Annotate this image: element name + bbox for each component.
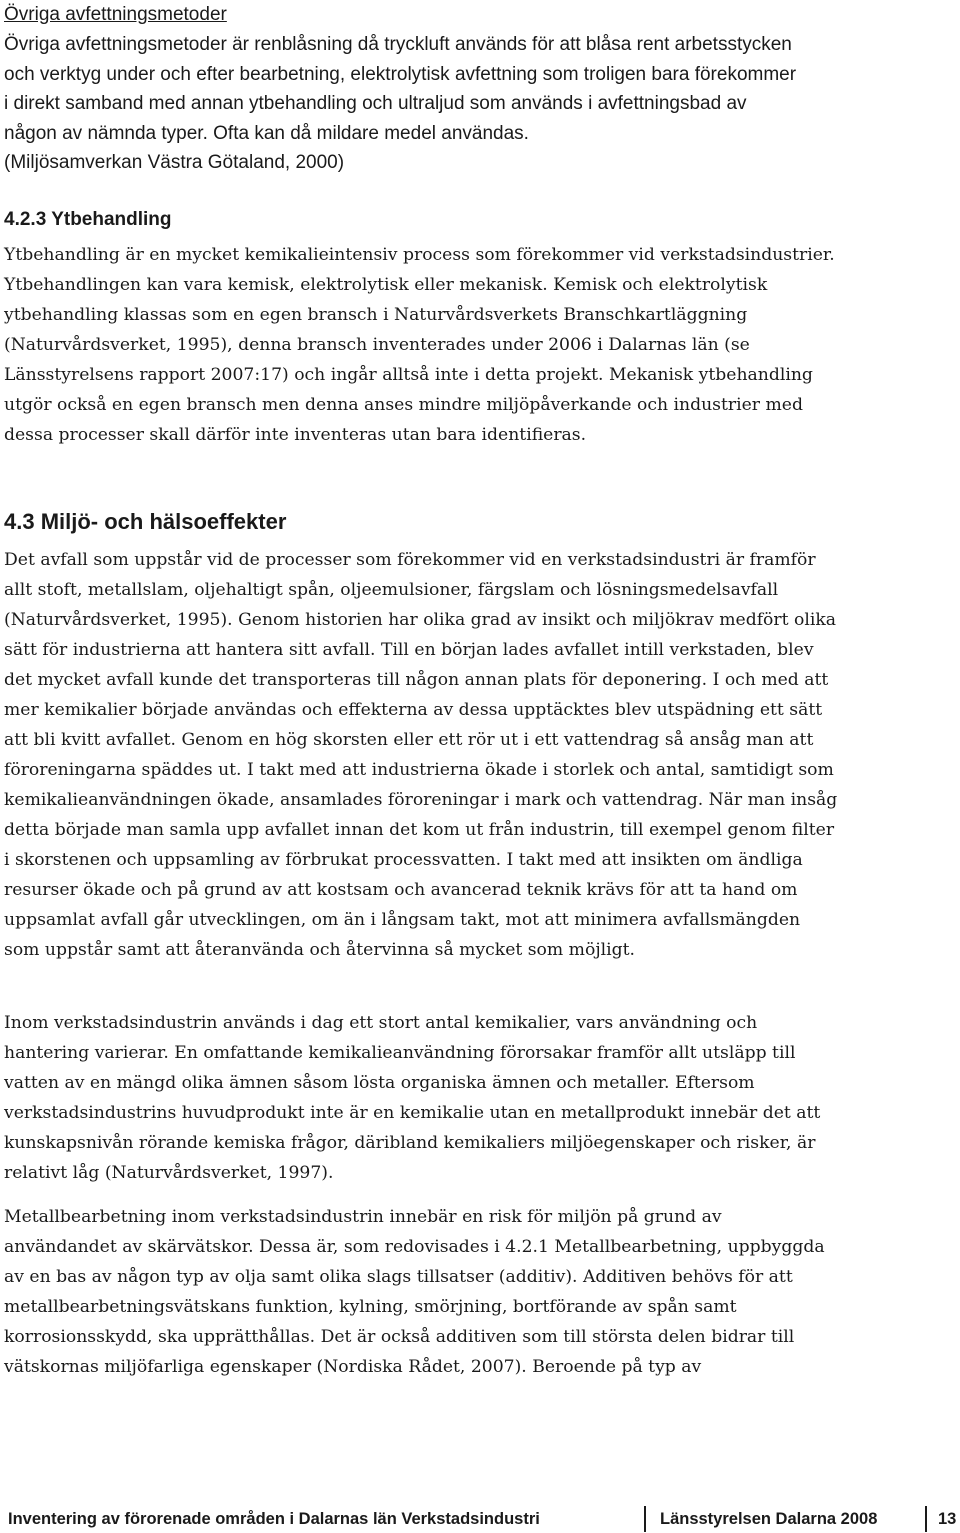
intro-text: Övriga avfettningsmetoder är renblåsning då tryckluft används för att blåsa rent arbetsstycken och verktyg under och efter bearbetning, elektrolytisk avfettning som troligen bara förekommer i direkt samband med annan ytbehandling och ultraljud som används i avfettningsbad av någon av nämnda typer. Ofta kan då mildare medel användas.: [4, 34, 797, 144]
footer-separator: [925, 1506, 927, 1532]
section-heading: 4.3 Miljö- och hälsoeffekter: [4, 509, 287, 534]
intro-citation: (Miljösamverkan Västra Götaland, 2000): [4, 152, 345, 173]
footer-publisher: Länsstyrelsen Dalarna 2008: [660, 1510, 878, 1528]
body-paragraph-2: Inom verkstadsindustrin används i dag ett stort antal kemikalier, vars användning och hantering varierar. En omfattande kemikalieanvändning förorsakar framför allt utsläpp till vatten av en mängd olika ämnen såsom lösta organiska ämnen och metaller. Eftersom verkstadsindustrins huvudprodukt inte är en kemikalie utan en metallprodukt innebär det att kunskapsnivån rörande kemiska frågor, däribland kemikaliers miljöegenskaper och risker, är relativt låg (Naturvårdsverket, 1997).: [4, 1013, 821, 1183]
page-footer: [8, 1506, 958, 1532]
section-link[interactable]: Övriga avfettningsmetoder: [4, 4, 227, 25]
body-paragraph-3: Metallbearbetning inom verkstadsindustrin innebär en risk för miljön på grund av användandet av skärvätskor. Dessa är, som redovisades i 4.2.1 Metallbearbetning, uppbyggda av en bas av någon typ av olja samt olika slags tillsatser (additiv). Additiven behövs för att metallbearbetningsvätskans funktion, kylning, smörjning, bortförande av spån samt korrosionsskydd, ska upprätthållas. Det är också additiven som till största delen bidrar till vätskornas miljöfarliga egenskaper (Nordiska Rådet, 2007). Beroende på typ av: [4, 1207, 825, 1377]
subsection-heading: 4.2.3 Ytbehandling: [4, 209, 172, 230]
body-paragraph-1: Det avfall som uppstår vid de processer som förekommer vid en verkstadsindustri är framför allt stoft, metallslam, oljehaltigt spån, oljeemulsioner, färgslam och lösningsmedelsavfall (Naturvårdsverket, 1995). Genom historien har olika grad av insikt och miljökrav medfört olika sätt för industrierna att hantera sitt avfall. Till en början lades avfallet intill verkstaden, blev det mycket avfall kunde det transporteras till någon annan plats för deponering. I och med att mer kemikalier började användas och effekterna av dessa upptäcktes blev utspädning ett sätt att bli kvitt avfallet. Genom en hög skorsten eller ett rör ut i ett vattendrag så ansåg man att föroreningarna späddes ut. I takt med att industrierna ökade i storlek och antal, samtidigt som kemikalieanvändningen ökade, ansamlades föroreningar i mark och vattendrag. När man insåg detta började man samla upp avfallet innan det kom ut från industrin, till exempel genom filter i skorstenen och uppsamling av förbrukat processvatten. I takt med att insikten om ändliga resurser ökade och på grund av att kostsam och avancerad teknik krävs för att ta hand om uppsamlat avfall går utvecklingen, om än i långsam takt, mot att minimera avfallsmängden som uppstår samt att återanvända och återvinna så mycket som möjligt.: [4, 550, 838, 960]
footer-separator: [644, 1506, 646, 1532]
footer-document-title: Inventering av förorenade områden i Dalarnas län Verkstadsindustri: [8, 1510, 540, 1528]
intro-paragraph: [4, 30, 804, 178]
subsection-paragraph: Ytbehandling är en mycket kemikalieintensiv process som förekommer vid verkstadsindustrier. Ytbehandlingen kan vara kemisk, elektrolytisk eller mekanisk. Kemisk och elektrolytisk ytbehandling klassas som en egen bransch i Naturvårdsverkets Branschkartläggning (Naturvårdsverket, 1995), denna bransch inventerades under 2006 i Dalarnas län (se Länsstyrelsens rapport 2007:17) och ingår alltså inte i detta projekt. Mekanisk ytbehandling utgör också en egen bransch men denna anses mindre miljöpåverkande och industrier med dessa processer skall därför inte inventeras utan bara identifieras.: [4, 245, 835, 445]
footer-page-number: 13: [938, 1510, 957, 1528]
